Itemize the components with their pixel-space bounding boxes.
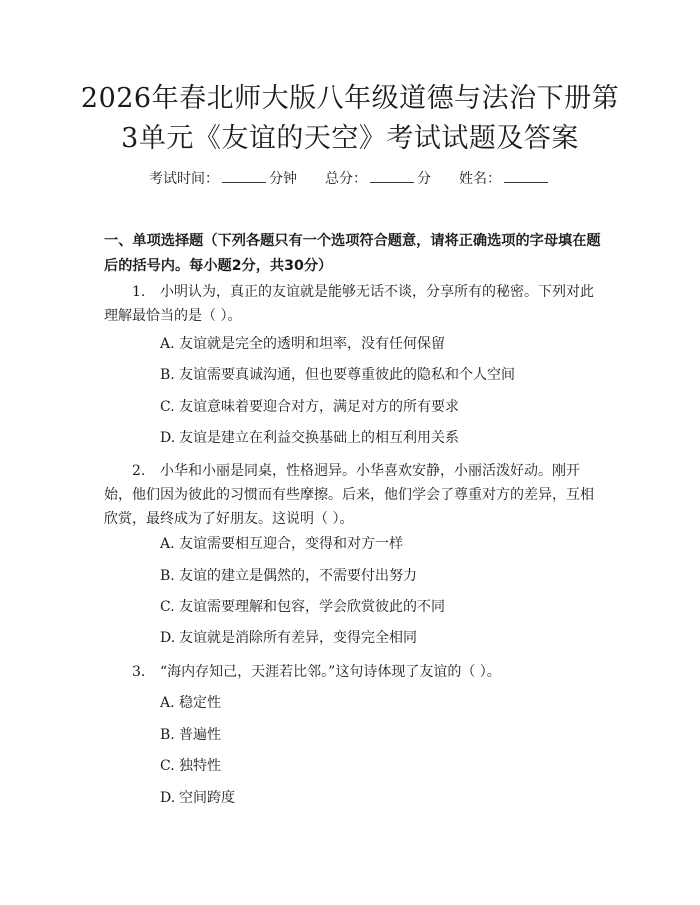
q1-option-c	[160, 397, 600, 417]
option-key: D.	[160, 630, 176, 646]
q3-option-a	[160, 693, 600, 713]
option-key: A.	[160, 536, 175, 552]
option-key: C.	[160, 758, 175, 774]
question-1-stem	[104, 280, 600, 328]
q3-option-b	[160, 725, 600, 745]
name-label: 姓名：	[459, 171, 501, 187]
option-key: A.	[160, 336, 175, 352]
q2-option-c	[160, 597, 600, 617]
section-heading: 一、单项选择题（下列各题只有一个选项符合题意，请将正确选项的字母填在题后的括号内。每小题2分，共30分）	[104, 233, 601, 274]
option-key: C.	[160, 399, 175, 415]
q1-option-d	[160, 428, 600, 448]
option-key: C.	[160, 599, 175, 615]
time-label: 考试时间：	[149, 171, 219, 187]
question-number: 3.	[132, 664, 146, 680]
q2-option-b	[160, 566, 600, 586]
question-text: “海内存知己，天涯若比邻。”这句诗体现了友谊的（ ）。	[160, 664, 501, 680]
option-text: 普遍性	[179, 727, 221, 743]
question-3-stem	[104, 660, 600, 684]
q1-option-b	[160, 365, 600, 385]
option-text: 友谊就是消除所有差异，变得完全相同	[179, 630, 417, 646]
question-2-stem	[104, 459, 600, 531]
option-key: D.	[160, 790, 176, 806]
q2-option-d	[160, 628, 600, 648]
q3-option-d	[160, 788, 600, 808]
option-text: 友谊需要相互迎合，变得和对方一样	[179, 536, 403, 552]
option-text: 友谊需要真诚沟通，但也要尊重彼此的隐私和个人空间	[179, 367, 515, 383]
option-key: B.	[160, 367, 175, 383]
option-key: D.	[160, 430, 176, 446]
option-text: 稳定性	[179, 695, 221, 711]
option-key: B.	[160, 568, 175, 584]
option-key: B.	[160, 727, 175, 743]
question-text: 小华和小丽是同桌，性格迥异。小华喜欢安静，小丽活泼好动。刚开始，他们因为彼此的习惯而有些摩擦。后来，他们学会了尊重对方的差异，互相欣赏，最终成为了好朋友。这说明（ ）。	[104, 463, 594, 527]
option-text: 友谊的建立是偶然的，不需要付出努力	[179, 568, 417, 584]
option-text: 友谊需要理解和包容，学会欣赏彼此的不同	[179, 599, 445, 615]
option-text: 友谊是建立在利益交换基础上的相互利用关系	[179, 430, 459, 446]
option-text: 空间跨度	[179, 790, 235, 806]
document-title-line1: 2026年春北师大版八年级道德与法治下册第	[80, 83, 620, 114]
option-text: 友谊意味着要迎合对方，满足对方的所有要求	[179, 399, 459, 415]
q2-option-a	[160, 534, 600, 554]
option-text: 独特性	[179, 758, 221, 774]
question-number: 2.	[132, 463, 146, 479]
document-title-line2: 3单元《友谊的天空》考试试题及答案	[121, 123, 579, 154]
time-blank	[222, 168, 266, 183]
q3-option-c	[160, 756, 600, 776]
time-unit: 分钟	[269, 171, 297, 187]
option-key: A.	[160, 695, 175, 711]
question-text: 小明认为，真正的友谊就是能够无话不谈，分享所有的秘密。下列对此理解最恰当的是（ ）。	[104, 284, 594, 324]
name-blank	[504, 168, 548, 183]
score-unit: 分	[417, 171, 431, 187]
option-text: 友谊就是完全的透明和坦率，没有任何保留	[179, 336, 445, 352]
question-number: 1.	[132, 284, 146, 300]
score-label: 总分：	[325, 171, 367, 187]
score-blank	[370, 168, 414, 183]
exam-info-line	[0, 168, 700, 189]
q1-option-a	[160, 334, 600, 354]
